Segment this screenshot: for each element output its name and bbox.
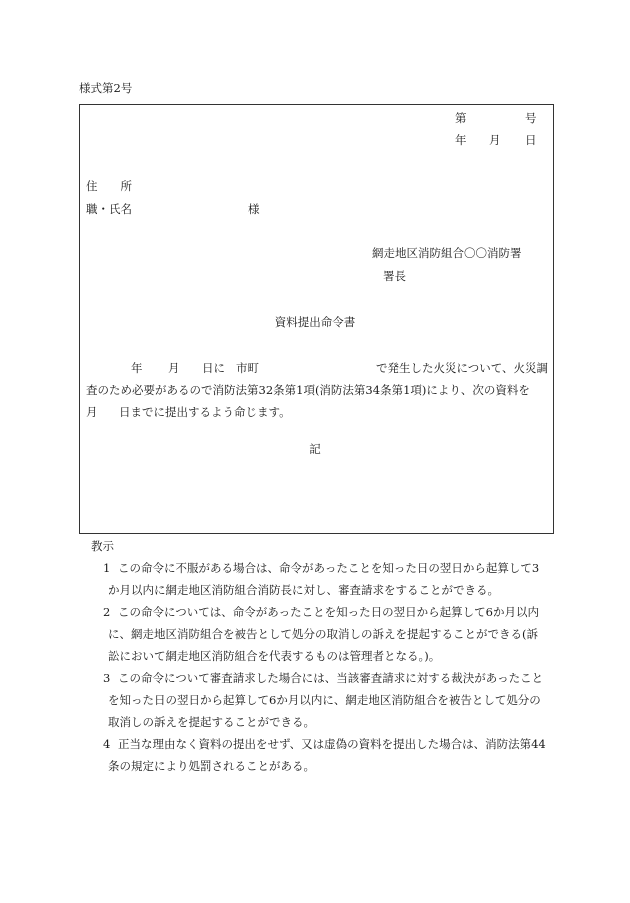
issuer-org: 網走地区消防組合〇〇消防署 bbox=[372, 246, 522, 260]
body-month: 月 bbox=[168, 361, 180, 375]
instruction-line: 取消しの訴えを提起することができる。 bbox=[108, 715, 315, 729]
instruction-line: に、網走地区消防組合を被告として処分の取消しの訴えを提起することができる(訴 bbox=[108, 627, 538, 641]
ki-mark: 記 bbox=[309, 442, 321, 456]
instruction-number: 2 bbox=[103, 605, 111, 619]
instruction-line: この命令について審査請求した場合には、当該審査請求に対する裁決があったこと bbox=[118, 671, 544, 685]
instruction-line: この命令については、命令があったことを知った日の翌日から起算して6か月以内 bbox=[118, 605, 539, 619]
body-year: 年 bbox=[131, 361, 143, 375]
instruction-number: 1 bbox=[103, 561, 111, 575]
document-title: 資料提出命令書 bbox=[274, 315, 356, 329]
instruction-number: 4 bbox=[103, 737, 111, 751]
body-line1-rest: で発生した火災について、火災調 bbox=[376, 361, 549, 375]
date-year: 年 bbox=[455, 133, 467, 147]
instruction-line: を知った日の翌日から起算して6か月以内に、網走地区消防組合を被告として処分の bbox=[108, 693, 541, 707]
number-prefix: 第 bbox=[455, 111, 467, 125]
form-number: 様式第2号 bbox=[79, 81, 133, 95]
body-day: 日に bbox=[202, 361, 225, 375]
body-line3-rest: 日までに提出するよう命じます。 bbox=[119, 405, 291, 419]
date-day: 日 bbox=[525, 133, 537, 147]
honorific: 様 bbox=[248, 202, 260, 216]
instruction-line: か月以内に網走地区消防組合消防長に対し、審査請求をすることができる。 bbox=[108, 583, 499, 597]
name-label: 職・氏名 bbox=[86, 202, 132, 216]
body-line2: 査のため必要があるので消防法第32条第1項(消防法第34条第1項)により、次の資料を bbox=[86, 383, 530, 397]
address-label: 住 所 bbox=[86, 179, 132, 193]
instruction-line: 正当な理由なく資料の提出をせず、又は虚偽の資料を提出した場合は、消防法第44 bbox=[118, 737, 546, 751]
issuer-title: 署長 bbox=[383, 269, 406, 283]
body-line3-month: 月 bbox=[86, 405, 98, 419]
date-month: 月 bbox=[489, 133, 501, 147]
body-city: 市町 bbox=[236, 361, 259, 375]
instruction-line: 条の規定により処罰されることがある。 bbox=[108, 759, 315, 773]
number-suffix: 号 bbox=[525, 111, 537, 125]
instructions-heading: 教示 bbox=[91, 539, 114, 553]
instruction-line: 訟において網走地区消防組合を代表するものは管理者となる。)。 bbox=[108, 649, 441, 663]
instruction-line: この命令に不服がある場合は、命令があったことを知った日の翌日から起算して3 bbox=[118, 561, 540, 575]
instruction-number: 3 bbox=[103, 671, 111, 685]
